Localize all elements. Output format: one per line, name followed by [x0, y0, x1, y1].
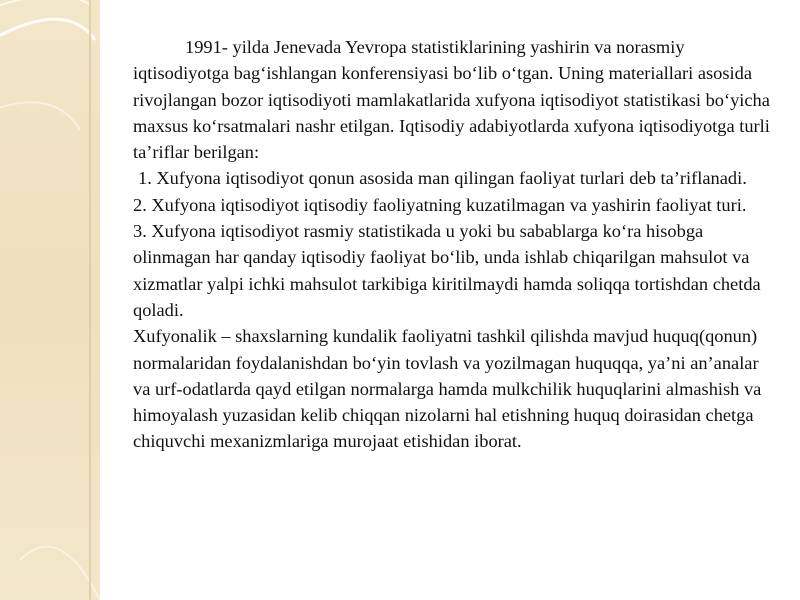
intro-paragraph: 1991- yilda Jenevada Yevropa statistiklarining yashirin va norasmiy iqtisodiyotga bag‘ishlangan konferensiyasi bo‘lib o‘tgan. Uning materiallari asosida rivojlangan bozor iqtisodiyoti mamlakatlarida xufyona iqtisodiyot statistikasi bo‘yicha maxsus ko‘rsatmalari nashr etilgan. Iqtisodiy adabiyotlarda xufyona iqtisodiyotga turli ta’riflar berilgan: — [133, 37, 770, 163]
band-edge-line — [89, 0, 91, 600]
definition-item-2: 2. Xufyona iqtisodiyot iqtisodiy faoliyatning kuzatilmagan va yashirin faoliyat turi. — [133, 194, 747, 215]
decorative-curves — [0, 0, 100, 600]
definition-item-3: 3. Xufyona iqtisodiyot rasmiy statistikada u yoki bu sabablarga ko‘ra hisobga olinmagan har qanday iqtisodiy faoliyat bo‘lib, unda ishlab chiqarilgan mahsulot va xizmatlar yalpi ichki mahsulot tarkibiga kiritilmaydi hamda soliqqa tortishdan chetda qoladi. — [133, 221, 761, 320]
definition-item-1: 1. Xufyona iqtisodiyot qonun asosida man qilingan faoliyat turlari deb ta’riflanadi. — [138, 168, 747, 189]
xufyonalik-definition: Xufyonalik – shaxslarning kundalik faoliyatni tashkil qilishda mavjud huquq(qonun) normalaridan foydalanishdan bo‘yin tovlash va yozilmagan huquqqa, ya’ni an’analar va urf-odatlarda qayd etilgan normalarga hamda mulkchilik huquqlarini almashish va himoyalash yuzasidan kelib chiqqan nizolarni hal etishning huquq doirasidan chetga chiquvchi mexanizmlariga murojaat etishidan iborat. — [133, 326, 762, 452]
decorative-side-band — [0, 0, 100, 600]
slide-text-body — [133, 34, 778, 455]
